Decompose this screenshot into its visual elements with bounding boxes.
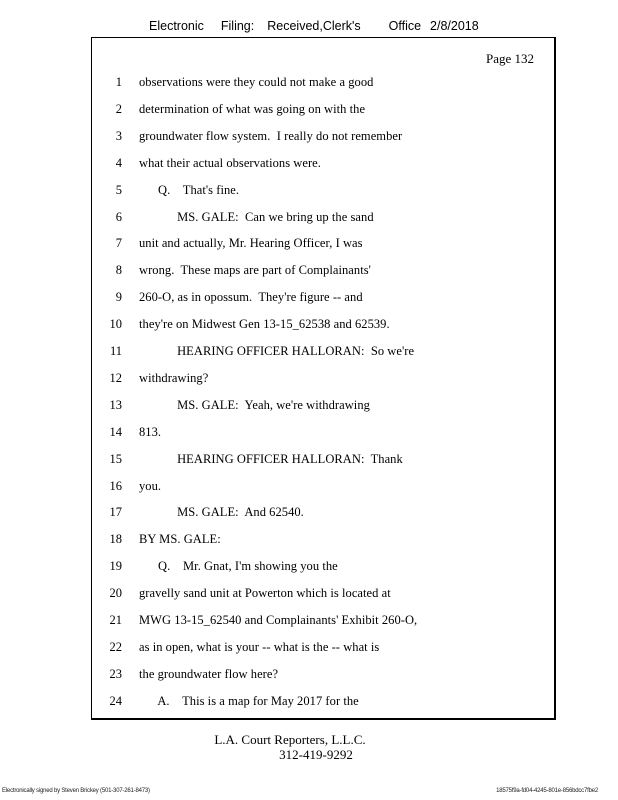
line-number: 1 [115, 75, 122, 89]
line-text: Q. That's fine. [139, 182, 240, 197]
line-text: observations were they could not make a good [139, 75, 374, 89]
line-text: determination of what was going on with the [139, 101, 366, 116]
line-number: 18 [109, 532, 122, 547]
line-number: 7 [115, 236, 122, 251]
line-number: 12 [109, 370, 122, 385]
line-text: groundwater flow system. I really do not remember [139, 128, 403, 143]
line-text: withdrawing? [139, 370, 209, 385]
line-text: you. [139, 478, 162, 493]
line-text: the groundwater flow here? [139, 666, 279, 681]
line-number: 10 [109, 317, 122, 332]
line-number: 23 [109, 666, 122, 681]
page-number: Page 132 [485, 51, 534, 66]
line-number: 4 [115, 155, 122, 170]
header-date: 2/8/2018 [430, 19, 479, 33]
line-number: 5 [115, 182, 122, 197]
line-number: 13 [109, 397, 122, 412]
court-reporter-name: L.A. Court Reporters, L.L.C. [214, 732, 366, 747]
line-text: BY MS. GALE: [139, 532, 221, 547]
line-number: 16 [109, 478, 122, 493]
line-text: MS. GALE: And 62540. [139, 505, 304, 520]
line-number: 6 [115, 209, 122, 224]
line-text: 260-O, as in opossum. They're figure -- and [139, 290, 363, 305]
line-text: MS. GALE: Yeah, we're withdrawing [139, 397, 370, 412]
line-text: they're on Midwest Gen 13-15_62538 and 62539. [139, 317, 390, 332]
line-number: 21 [109, 613, 122, 627]
line-number: 22 [109, 639, 122, 654]
line-number: 9 [115, 290, 122, 305]
line-text: HEARING OFFICER HALLORAN: Thank [139, 451, 403, 466]
line-text: MS. GALE: Can we bring up the sand [139, 209, 374, 224]
line-text: HEARING OFFICER HALLORAN: So we're [139, 344, 415, 358]
line-number: 19 [109, 559, 122, 574]
line-number: 20 [109, 586, 122, 601]
line-text: unit and actually, Mr. Hearing Officer, I was [139, 236, 363, 251]
line-number: 8 [115, 263, 122, 278]
line-number: 24 [109, 693, 122, 708]
line-number: 2 [115, 101, 122, 116]
header-office: Office [388, 19, 422, 33]
transcript-page [91, 37, 556, 720]
document-hash: 18575f9a-fd04-4245-801e-856bdcc7fbe2 [496, 788, 598, 794]
line-text: as in open, what is your -- what is the -- what is [139, 639, 380, 654]
court-reporter-phone: 312-419-9292 [279, 747, 353, 762]
header-received: Received,Clerk's [267, 19, 361, 33]
line-number: 3 [115, 128, 122, 143]
line-text: MWG 13-15_62540 and Complainants' Exhibit 260-O, [139, 613, 418, 627]
header-electronic: Electronic [149, 19, 204, 33]
line-text: A. This is a map for May 2017 for the [139, 693, 359, 708]
line-number: 15 [109, 451, 122, 466]
line-text: gravelly sand unit at Powerton which is located at [139, 586, 391, 601]
line-text: wrong. These maps are part of Complainants' [139, 263, 371, 278]
electronic-signature: Electronically signed by Steven Brickey (501-307-261-8473) [2, 788, 150, 794]
header-filing: Filing: [220, 19, 255, 33]
electronic-filing-header [149, 19, 479, 33]
line-text: 813. [139, 424, 162, 439]
line-text: what their actual observations were. [139, 155, 321, 170]
line-number: 17 [109, 505, 122, 520]
line-text: Q. Mr. Gnat, I'm showing you the [139, 559, 338, 574]
line-number: 14 [109, 424, 122, 439]
line-number: 11 [109, 344, 122, 358]
